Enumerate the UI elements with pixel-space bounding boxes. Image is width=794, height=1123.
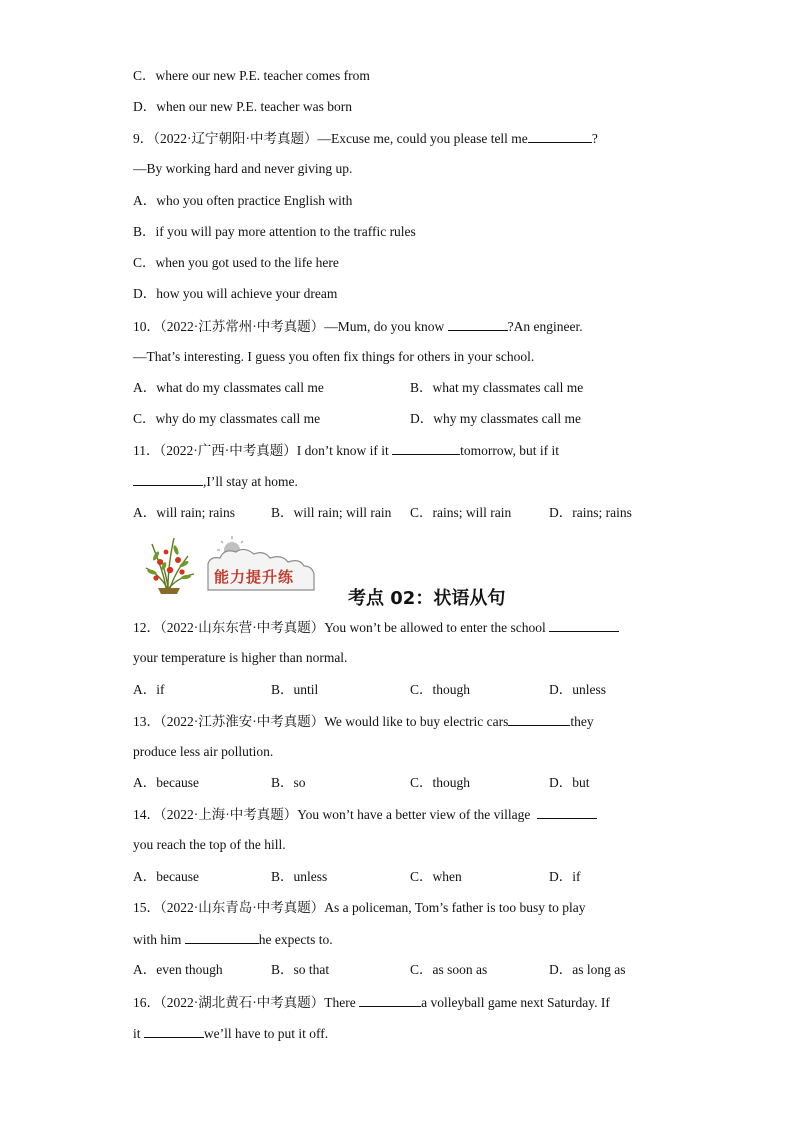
q12-option-c: C．though [410,682,471,697]
q15-option-c: C．as soon as [410,962,488,977]
q9-stem [133,129,598,148]
q8-option-c: C．where our new P.E. teacher comes from [133,68,370,83]
q13-option-c: C．though [410,775,471,790]
q14-stem-text: 14．（2022·上海·中考真题）You won’t have a better view of the village [133,807,531,822]
q16-stem [133,993,610,1012]
q9-option-b: B．if you will pay more attention to the traffic rules [133,224,416,239]
q15-option-a: A．even though [133,962,223,977]
q11-stem-line2 [133,472,298,491]
q9-dialogue-reply: —By working hard and never giving up. [133,161,353,176]
q12-option-b: B．until [271,682,319,697]
q8-option-d: D．when our new P.E. teacher was born [133,99,352,114]
q10-stem-text: 10．（2022·江苏常州·中考真题）—Mum, do you know [133,319,445,334]
q11-stem-end: ,I’ll stay at home. [203,474,298,489]
section-title: 考点 02：状语从句 [348,588,506,609]
answer-blank [133,472,203,486]
q12-option-d: D．unless [549,682,606,697]
q11-stem-text: 11．（2022·广西·中考真题）I don’t know if it [133,443,389,458]
q14-stem-line2: you reach the top of the hill. [133,837,286,852]
q14-option-c: C．when [410,869,462,884]
q15-stem-end: he expects to. [258,932,333,947]
q10-option-a: A．what do my classmates call me [133,380,324,395]
q9-stem-text: 9．（2022·辽宁朝阳·中考真题）—Excuse me, could you please tell me [133,131,528,146]
answer-blank [528,129,592,143]
q16-stem-line2-start: it [133,1026,141,1041]
q14-option-b: B．unless [271,869,328,884]
q11-option-c: C．rains; will rain [410,505,512,520]
q9-option-c: C．when you got used to the life here [133,255,339,270]
q13-option-a: A．because [133,775,199,790]
q14-stem [133,805,597,824]
q11-stem-mid: tomorrow, but if it [460,443,559,458]
q10-option-d: D．why my classmates call me [410,411,581,426]
q10-option-c: C．why do my classmates call me [133,411,321,426]
answer-blank [549,618,619,632]
q9-option-a: A．who you often practice English with [133,193,353,208]
q16-stem-mid: a volleyball game next Saturday. If [421,995,610,1010]
q16-stem-line2 [133,1024,328,1043]
q16-stem-text: 16．（2022·湖北黄石·中考真题）There [133,995,356,1010]
q10-dialogue-reply: —That’s interesting. I guess you often fix things for others in your school. [133,349,535,364]
q13-stem [133,712,594,731]
answer-blank [359,993,421,1007]
answer-blank [144,1024,204,1038]
q10-option-b: B．what my classmates call me [410,380,584,395]
q11-stem [133,441,559,460]
answer-blank [537,805,597,819]
answer-blank [448,317,508,331]
q11-option-b: B．will rain; will rain [271,505,392,520]
q12-stem-line2: your temperature is higher than normal. [133,650,348,665]
section-badge-label: 能力提升练 [214,568,295,586]
q13-stem-text: 13．（2022·江苏淮安·中考真题）We would like to buy electric cars [133,714,509,729]
q12-stem-text: 12．（2022·山东东营·中考真题）You won’t be allowed to enter the school [133,620,546,635]
answer-blank [185,930,259,944]
q12-stem [133,618,619,637]
q14-option-d: D．if [549,869,581,884]
q12-option-a: A．if [133,682,165,697]
q16-stem-end: we’ll have to put it off. [203,1026,329,1041]
q11-option-d: D．rains; rains [549,505,632,520]
answer-blank [392,441,460,455]
q15-stem-line2-start: with him [133,932,182,947]
q14-option-a: A．because [133,869,199,884]
q15-stem-line2 [133,930,333,949]
q13-stem-line2: produce less air pollution. [133,744,274,759]
q15-option-b: B．so that [271,962,330,977]
q9-option-d: D．how you will achieve your dream [133,286,338,301]
q15-option-d: D．as long as [549,962,626,977]
q11-option-a: A．will rain; rains [133,505,235,520]
section-badge [140,530,340,596]
q15-stem: 15．（2022·山东青岛·中考真题）As a policeman, Tom’s father is too busy to play [133,900,586,915]
answer-blank [508,712,570,726]
q13-stem-end: they [570,714,594,729]
q9-stem-end: ? [591,131,598,146]
q10-stem-end: ?An engineer. [507,319,583,334]
q13-option-d: D．but [549,775,590,790]
q13-option-b: B．so [271,775,306,790]
q10-stem [133,317,583,336]
